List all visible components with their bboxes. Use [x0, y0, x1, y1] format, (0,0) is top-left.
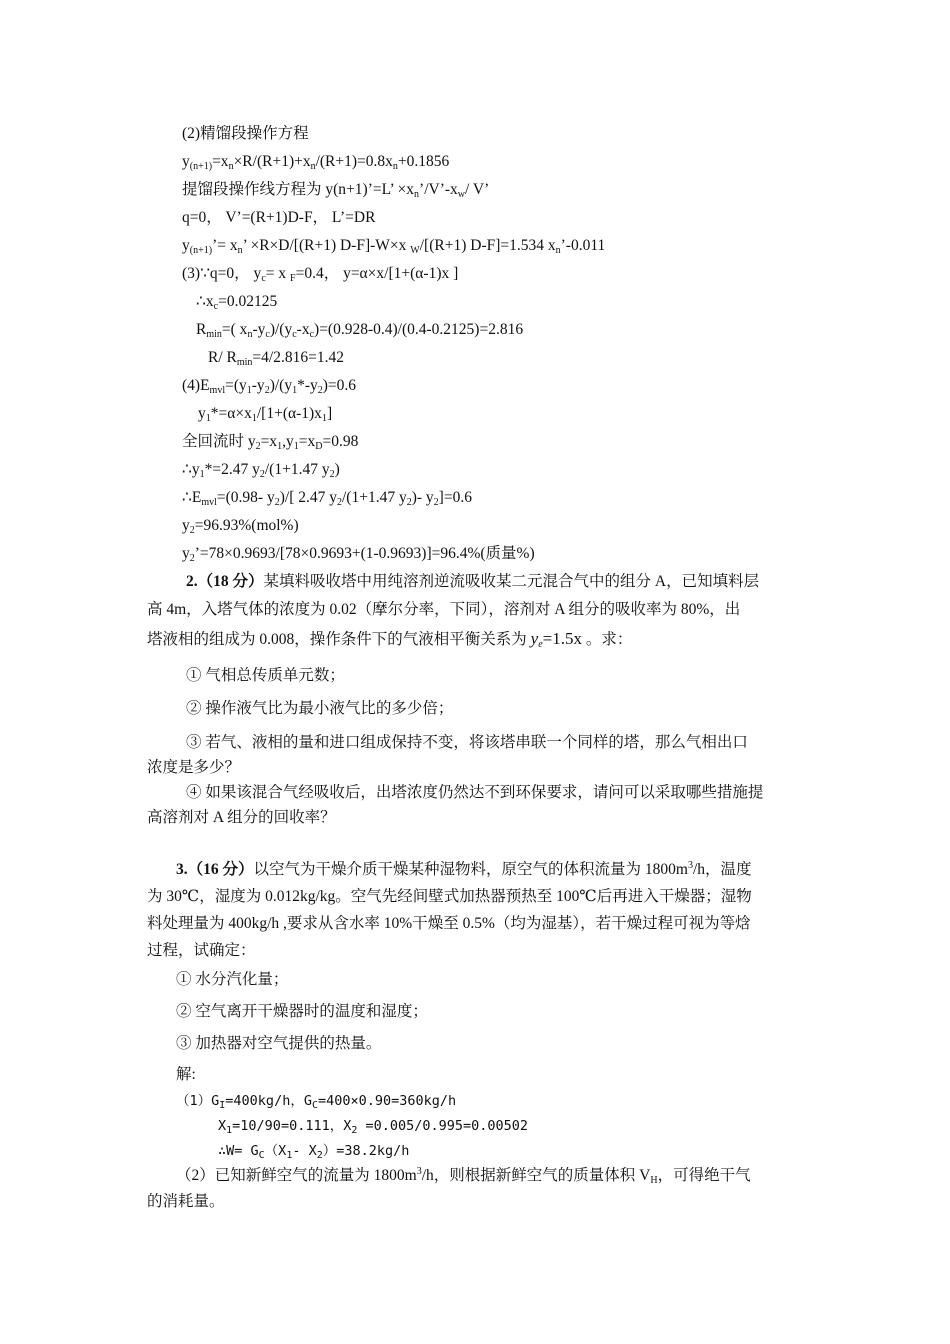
problem3-line3: 料处理量为 400kg/h ,要求从含水率 10%干燥至 0.5%（均为湿基），若干燥过程可视为等焓: [147, 915, 751, 932]
equation-efficiency-numeric: $\therefore E_{mvl}=(0.98-$ $y_2)/$[ 2.47 $y_2/(1+1.47$ $y_2)-$ $y_2]=0.6$: [182, 489, 472, 508]
equation-reflux-ratio: R/ $R_{min}=4/2.816=1.42$: [208, 349, 344, 368]
solution-step2: （2）已知新鲜空气的流量为 $1800m^3/h$，则根据新鲜空气的质量体积 $V_H$，可得绝干气: [176, 1166, 751, 1186]
equation-total-reflux: 全回流时 $y_2=x_1,y_1=x_D=0.98$: [182, 433, 359, 452]
equation-minimum-reflux: $R_{min}=$( $x_n-y_c)/(y_c-x_c)=(0.928-0.4)/(0.4-0.2125)=2.816$: [196, 321, 524, 340]
equation-murphree-efficiency: $(4)E_{mvl}=(y_1-y_2)/(y_1*-y_2)=0.6$: [182, 377, 357, 396]
problem2-question1: ① 气相总传质单元数；: [186, 667, 345, 684]
equation-xc-result: $\therefore x_c=0.02125$: [196, 293, 278, 312]
equation-rectifying-line: $y_{(n+1)}=x_n\times R/(R+1)+x_n/(R+1)=0.8x_n+0.1856$: [182, 153, 450, 172]
equation-q-line-equilibrium: (3)∵q=0， $y_c= x$ $_F$=0.4， y=α×x/[1+(α-1)x ]: [182, 265, 459, 284]
problem2-question2: ② 操作液气比为最小液气比的多少倍；: [186, 700, 454, 717]
problem3-line4: 过程，试确定：: [147, 942, 256, 959]
equation-stripping-line-result: $y_{(n+1)}’= x_n$’ ×R×D/[(R+1) D-F]-W×x $_W$/[(R+1) D-F]=1.534 $x_n’-0.011$: [182, 237, 606, 256]
problem3-question2: ② 空气离开干燥器时的温度和湿度；: [176, 1003, 428, 1020]
solution-step1: $(1)G_I=400kg/h$，$G_C=400\times 0.90=360kg/h$: [176, 1093, 457, 1111]
equation-y2-mol: $y_2=96.93\%(mol\%)$: [182, 517, 299, 536]
equation-y2-mass: $y_2’=78\times 0.9693/[78\times 0.9693+(1-0.9693)]=96.4\%$(质量%): [182, 545, 535, 564]
problem2-line3: 塔液相的组成为 0.008，操作条件下的气液相平衡关系为 $y_e=1.5x$ 。求：: [147, 629, 633, 650]
solution-moisture-ratios: $X_1=10/90=0.111$，$X_2 =0.005/0.995=0.00502$: [218, 1118, 529, 1136]
heading-rectifying-section: (2)精馏段操作方程: [182, 125, 309, 142]
problem2-question4-cont: 高溶剂对 A 组分的回收率？: [147, 809, 336, 826]
problem2-line1: 2.（18 分）某填料吸收塔中用纯溶剂逆流吸收某二元混合气中的组分 A，已知填料层: [186, 573, 760, 590]
problem3-line1: 3.（16 分）以空气为干燥介质干燥某种湿物料，原空气的体积流量为 $1800m^3/h$，温度: [176, 860, 752, 878]
problem3-question1: ① 水分汽化量；: [176, 971, 289, 988]
equation-q-condition: q=0， V’=(R+1)D-F， L’=DR: [182, 209, 376, 226]
equation-stripping-line-definition: 提馏段操作线方程为 y(n+1)’=L’ $\times x_n’/V’-x_w/$ V’: [182, 181, 490, 200]
problem2-question4: ④ 如果该混合气经吸收后，出塔浓度仍然达不到环保要求，请问可以采取哪些措施提: [186, 784, 764, 801]
problem3-question3: ③ 加热器对空气提供的热量。: [176, 1035, 382, 1052]
equation-y1-star-numeric: $\therefore y_1*=2.47$ $y_2/(1+1.47$ $y_2$): [182, 461, 340, 480]
problem2-line2: 高 4m，入塔气体的浓度为 0.02（摩尔分率，下同），溶剂对 A 组分的吸收率为 80%，出: [147, 601, 741, 618]
problem2-question3: ③ 若气、液相的量和进口组成保持不变，将该塔串联一个同样的塔，那么气相出口: [186, 734, 748, 751]
solution-water-evaporated: ∴W= $G_C(X_1-$ $X_2)=38.2kg/h$: [218, 1143, 410, 1161]
problem2-question3-cont: 浓度是多少？: [147, 759, 241, 776]
solution-step2-cont: 的消耗量。: [147, 1193, 225, 1210]
problem3-line2: 为 30℃，湿度为 0.012kg/kg。空气先经间壁式加热器预热至 100℃后再进入干燥器；湿物: [147, 888, 752, 905]
solution-label: 解:: [176, 1066, 196, 1083]
equation-y1-star: $y_1*=\alpha\times x_1/[1+(\alpha-1)x_1]$: [198, 405, 333, 424]
